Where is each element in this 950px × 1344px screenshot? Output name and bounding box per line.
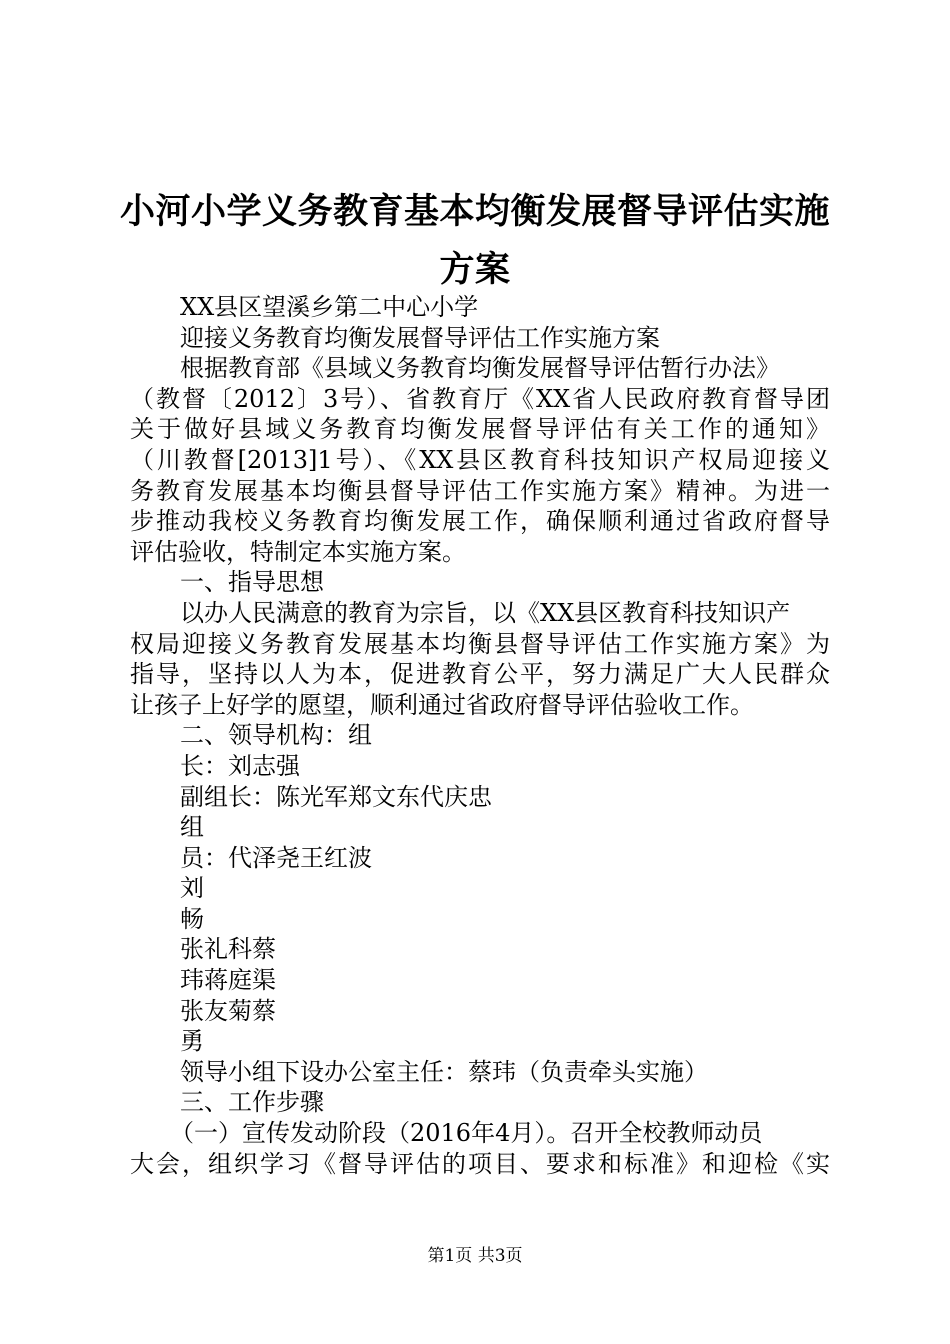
body-line: 权局迎接义务教育发展基本均衡县督导评估工作实施方案》为 bbox=[130, 629, 830, 658]
body-line: （川教督[2013]1号）、《XX县区教育科技知识产权局迎接义 bbox=[130, 445, 830, 474]
document-title-line2: 方案 bbox=[439, 250, 511, 290]
body-line: 二、领导机构：组 bbox=[180, 721, 372, 750]
body-line: 畅 bbox=[180, 904, 204, 933]
body-line: 张礼科蔡 bbox=[180, 935, 276, 964]
body-line: （一）宣传发动阶段（2016年4月）。召开全校教师动员 bbox=[170, 1119, 763, 1148]
body-line: 关于做好县域义务教育均衡发展督导评估有关工作的通知》 bbox=[130, 415, 830, 444]
body-line: 根据教育部《县域义务教育均衡发展督导评估暂行办法》 bbox=[180, 354, 780, 383]
body-line: 指导，坚持以人为本，促进教育公平，努力满足广大人民群众 bbox=[130, 660, 830, 689]
body-line: 组 bbox=[180, 813, 204, 842]
body-line: 迎接义务教育均衡发展督导评估工作实施方案 bbox=[180, 323, 660, 352]
body-line: 让孩子上好学的愿望，顺利通过省政府督导评估验收工作。 bbox=[130, 690, 754, 719]
body-line: 长：刘志强 bbox=[180, 751, 300, 780]
body-line: 玮蒋庭渠 bbox=[180, 966, 276, 995]
body-line: 一、指导思想 bbox=[180, 568, 324, 597]
document-body bbox=[130, 292, 830, 1179]
page-footer: 第1页 共3页 bbox=[427, 1246, 523, 1266]
body-line: 大会，组织学习《督导评估的项目、要求和标准》和迎检《实 bbox=[130, 1149, 830, 1178]
body-line: 刘 bbox=[180, 874, 204, 903]
body-line: 勇 bbox=[180, 1027, 204, 1056]
body-line: XX县区望溪乡第二中心小学 bbox=[180, 293, 479, 321]
body-line: 务教育发展基本均衡县督导评估工作实施方案》精神。为进一 bbox=[130, 476, 830, 505]
body-line: 副组长：陈光军郑文东代庆忠 bbox=[180, 782, 492, 811]
body-line: 以办人民满意的教育为宗旨，以《XX县区教育科技知识产 bbox=[180, 598, 791, 627]
body-line: 步推动我校义务教育均衡发展工作，确保顺利通过省政府督导 bbox=[130, 507, 830, 536]
body-line: 领导小组下设办公室主任：蔡玮（负责牵头实施） bbox=[180, 1057, 708, 1086]
document-title-line1: 小河小学义务教育基本均衡发展督导评估实施 bbox=[119, 192, 830, 232]
body-line: 员：代泽尧王红波 bbox=[180, 843, 372, 872]
body-line: 评估验收，特制定本实施方案。 bbox=[130, 537, 466, 566]
body-line: （教督〔2012〕3号）、省教育厅《XX省人民政府教育督导团 bbox=[130, 384, 830, 413]
body-line: 张友菊蔡 bbox=[180, 996, 276, 1025]
body-line: 三、工作步骤 bbox=[180, 1088, 324, 1117]
